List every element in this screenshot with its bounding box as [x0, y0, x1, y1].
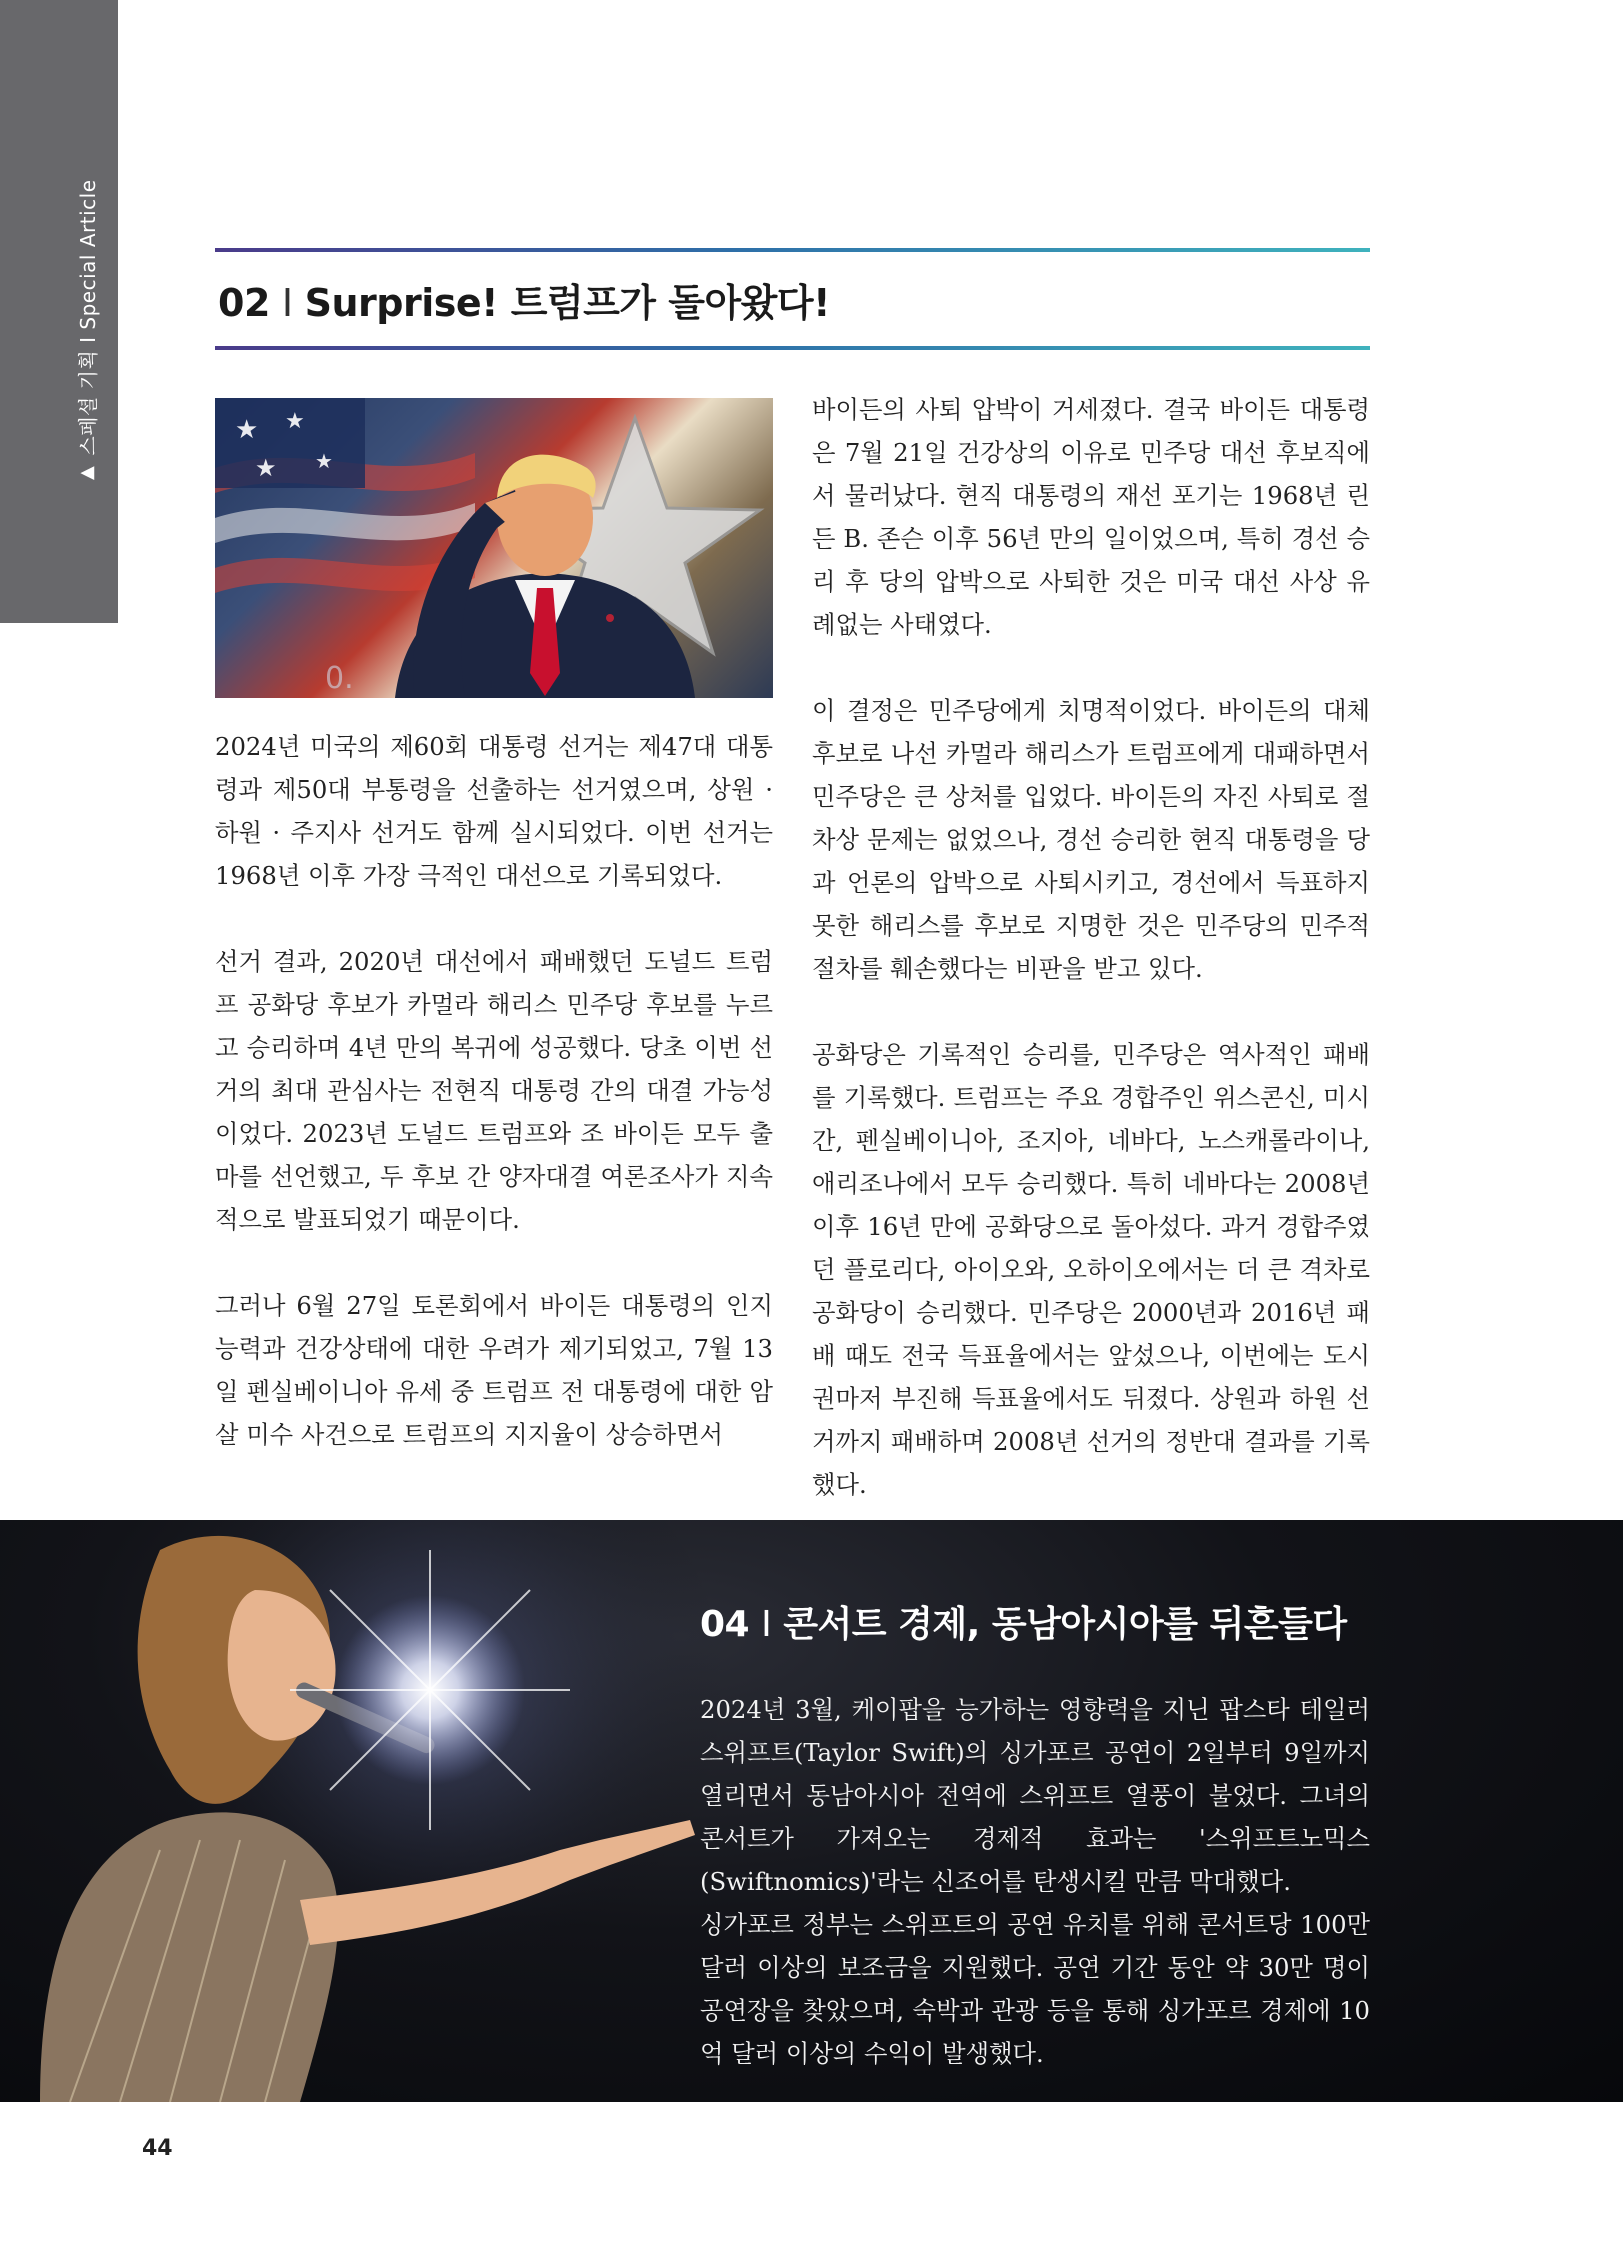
svg-text:★: ★	[315, 449, 333, 473]
heading-bottom-rule	[215, 346, 1370, 350]
left-column	[215, 725, 773, 1499]
section-02-divider: I	[281, 281, 293, 325]
right-paragraph-3: 공화당은 기록적인 승리를, 민주당은 역사적인 패배를 기록했다. 트럼프는 주요 경합주인 위스콘신, 미시간, 펜실베이니아, 조지아, 네바다, 노스캐롤라이나, 애리조나에서 모두 승리했다. 특히 네바다는 2008년 이후 16년 만에 공화당으로 돌아섰다. 과거 경합주였던 플로리다, 아이오와, 오하이오에서는 더 큰 격차로 공화당이 승리했다. 민주당은 2000년과 2016년 패배 때도 전국 득표율에서는 앞섰으나, 이번에는 도시권마저 부진해 득표율에서도 뒤졌다. 상원과 하원 선거까지 패배하며 2008년 선거의 정반대 결과를 기록했다.	[812, 1040, 1370, 1499]
right-paragraph-1: 바이든의 사퇴 압박이 거세졌다. 결국 바이든 대통령은 7월 21일 건강상의 이유로 민주당 대선 후보직에서 물러났다. 현직 대통령의 재선 포기는 1968년 린든 B. 존슨 이후 56년 만의 일이었으며, 특히 경선 승리 후 당의 압박으로 사퇴한 것은 미국 대선 사상 유례없는 사태였다.	[812, 395, 1370, 639]
right-column	[812, 388, 1370, 1549]
triangle-logo-icon: ▲	[76, 465, 97, 480]
section-02-number: 02	[218, 281, 270, 325]
page-number: 44	[142, 2136, 173, 2161]
section-02-heading	[218, 272, 1368, 327]
right-paragraph-2: 이 결정은 민주당에게 치명적이었다. 바이든의 대체 후보로 나선 카멀라 해리스가 트럼프에게 대패하면서 민주당은 큰 상처를 입었다. 바이든의 자진 사퇴로 절차상 문제는 없었으나, 경선 승리한 현직 대통령을 당과 언론의 압박으로 사퇴시키고, 경선에서 득표하지 못한 해리스를 후보로 지명한 것은 민주당의 민주적 절차를 훼손했다는 비판을 받고 있다.	[812, 696, 1370, 983]
svg-text:★: ★	[255, 454, 277, 482]
section-04-heading	[700, 1596, 1600, 1647]
section-04-divider: I	[761, 1604, 772, 1645]
singer-photo	[0, 1520, 720, 2102]
concert-banner	[0, 1520, 1623, 2102]
left-paragraph-3: 그러나 6월 27일 토론회에서 바이든 대통령의 인지능력과 건강상태에 대한 우려가 제기되었고, 7월 13일 펜실베이니아 유세 중 트럼프 전 대통령에 대한 암살 미수 사건으로 트럼프의 지지율이 상승하면서	[215, 1291, 773, 1449]
svg-text:★: ★	[235, 415, 259, 445]
section-04-title: 콘서트 경제, 동남아시아를 뒤흔들다	[783, 1604, 1347, 1645]
concert-paragraph-2: 싱가포르 정부는 스위프트의 공연 유치를 위해 콘서트당 100만 달러 이상의 보조금을 지원했다. 공연 기간 동안 약 30만 명이 공연장을 찾았으며, 숙박과 관광 등을 통해 싱가포르 경제에 10억 달러 이상의 수익이 발생했다.	[700, 1910, 1370, 2068]
side-tab	[0, 0, 118, 623]
section-04-number: 04	[700, 1604, 750, 1645]
left-paragraph-2: 선거 결과, 2020년 대선에서 패배했던 도널드 트럼프 공화당 후보가 카멀라 해리스 민주당 후보를 누르고 승리하며 4년 만의 복귀에 성공했다. 당초 이번 선거의 최대 관심사는 전현직 대통령 간의 대결 가능성이었다. 2023년 도널드 트럼프와 조 바이든 모두 출마를 선언했고, 두 후보 간 양자대결 여론조사가 지속적으로 발표되었기 때문이다.	[215, 947, 773, 1234]
section-04-body	[700, 1688, 1370, 2075]
concert-paragraph-1: 2024년 3월, 케이팝을 능가하는 영향력을 지닌 팝스타 테일러 스위프트(Taylor Swift)의 싱가포르 공연이 2일부터 9일까지 열리면서 동남아시아 전역에 스위프트 열풍이 불었다. 그녀의 콘서트가 가져오는 경제적 효과는 '스위프트노믹스(Swiftnomics)'라는 신조어를 탄생시킬 만큼 막대했다.	[700, 1695, 1370, 1896]
svg-text:0.: 0.	[325, 661, 354, 696]
trump-salute-photo	[215, 398, 773, 698]
side-tab-text: 스페셜 기획 I Special Article	[76, 179, 100, 456]
svg-text:★: ★	[285, 409, 305, 434]
left-paragraph-1: 2024년 미국의 제60회 대통령 선거는 제47대 대통령과 제50대 부통령을 선출하는 선거였으며, 상원 · 하원 · 주지사 선거도 함께 실시되었다. 이번 선거는 1968년 이후 가장 극적인 대선으로 기록되었다.	[215, 732, 773, 890]
section-02-title: Surprise! 트럼프가 돌아왔다!	[304, 281, 830, 325]
side-tab-label	[72, 180, 101, 481]
trump-salute-illustration	[215, 398, 773, 698]
heading-top-rule	[215, 248, 1370, 252]
